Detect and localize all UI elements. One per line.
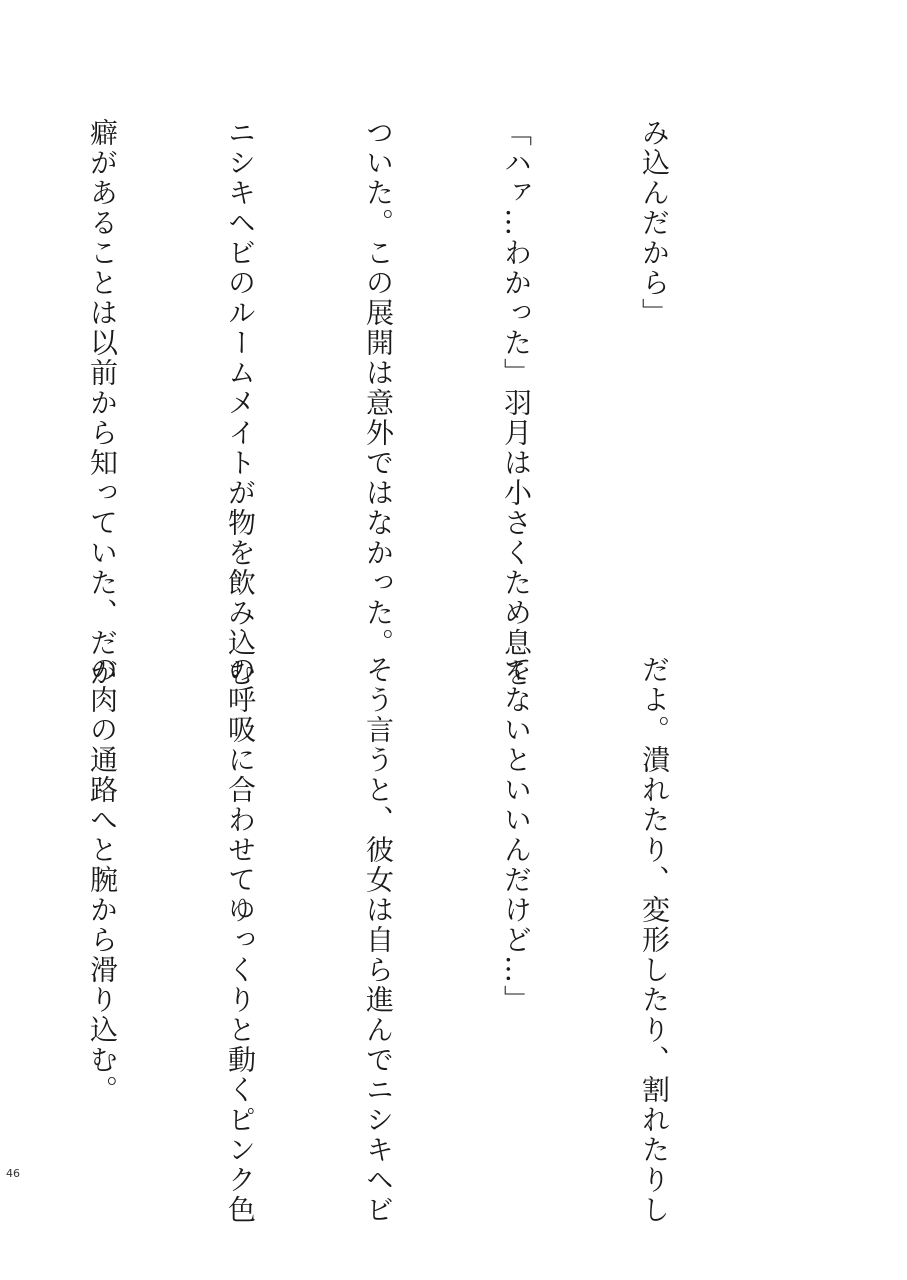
text-line: だよ。潰れたり、変形したり、割れたりし bbox=[638, 655, 671, 1225]
text-line: てないといいんだけど…」 bbox=[500, 655, 533, 1015]
text-block-top bbox=[0, 118, 769, 688]
text-line: の呼吸に合わせてゆっくりと動くピンク色 bbox=[224, 655, 257, 1225]
text-line: み込んだから」 bbox=[638, 118, 671, 328]
text-line: 癖があることは以前から知っていた、だが bbox=[86, 118, 119, 688]
text-line: そう言うと、彼女は自ら進んでニシキヘビ bbox=[362, 655, 395, 1225]
page-number: 46 bbox=[6, 1167, 20, 1180]
text-line: ついた。この展開は意外ではなかった。 bbox=[362, 118, 395, 658]
text-line: 「ハァ…わかった」羽月は小さくため息を bbox=[500, 118, 533, 688]
text-line: ニシキヘビのルームメイトが物を飲み込む bbox=[224, 118, 257, 688]
text-line: の肉の通路へと腕から滑り込む。 bbox=[86, 655, 119, 1105]
